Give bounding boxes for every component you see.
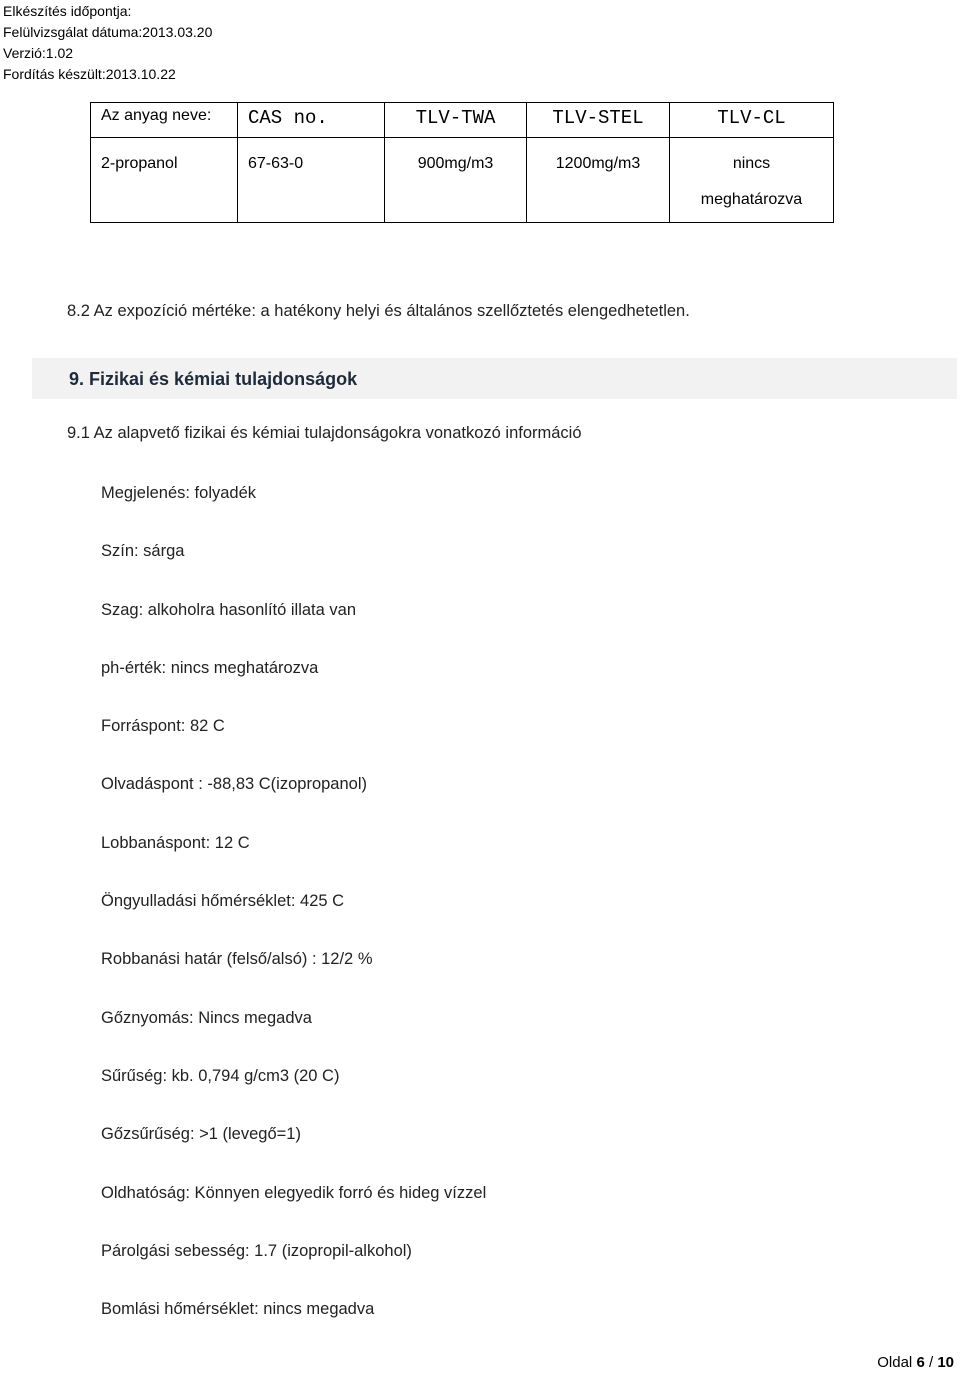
list-item: Párolgási sebesség: 1.7 (izopropil-alkohol): [101, 1241, 412, 1260]
properties-list: [101, 482, 486, 1356]
list-item: Olvadáspont : -88,83 C(izopropanol): [101, 775, 367, 794]
section-9-title: 9. Fizikai és kémiai tulajdonságok: [69, 369, 358, 389]
current-page: 6: [916, 1354, 925, 1371]
total-pages: 10: [937, 1354, 954, 1371]
header-tlv-cl: TLV-CL: [670, 103, 834, 138]
list-item: Gőznyomás: Nincs megadva: [101, 1008, 312, 1027]
header-tlv-twa: TLV-TWA: [385, 103, 527, 138]
cell-substance-name: 2-propanol: [91, 138, 238, 223]
table-header-row: [91, 103, 834, 138]
section-9-1-title: 9.1 Az alapvető fizikai és kémiai tulajdonságokra vonatkozó információ: [67, 424, 582, 442]
exposure-limits-table: [90, 102, 834, 223]
header-tlv-stel: TLV-STEL: [527, 103, 670, 138]
list-item: Gőzsűrűség: >1 (levegő=1): [101, 1125, 301, 1144]
list-item: Megjelenés: folyadék: [101, 484, 257, 502]
list-item: Oldhatóság: Könnyen elegyedik forró és hideg vízzel: [101, 1183, 487, 1202]
header-cas-no: CAS no.: [238, 103, 385, 138]
section-8-2-text: 8.2 Az expozíció mértéke: a hatékony helyi és általános szellőztetés elengedhetetlen.: [67, 302, 690, 320]
list-item: Sűrűség: kb. 0,794 g/cm3 (20 C): [101, 1066, 340, 1085]
cell-tlv-cl: [670, 138, 834, 223]
page-separator: /: [928, 1354, 934, 1371]
document-header: [3, 1, 212, 85]
header-substance-name: Az anyag neve:: [91, 103, 238, 138]
header-line-version: Verzió:1.02: [3, 45, 74, 61]
header-line-translation-date: Fordítás készült:2013.10.22: [3, 66, 176, 82]
cell-tlv-stel: 1200mg/m3: [527, 138, 670, 223]
page-label: Oldal: [877, 1354, 913, 1371]
list-item: Öngyulladási hőmérséklet: 425 C: [101, 892, 345, 911]
header-line-created: Elkészítés időpontja:: [3, 3, 132, 19]
list-item: Lobbanáspont: 12 C: [101, 833, 250, 852]
list-item: Szín: sárga: [101, 542, 185, 561]
cell-tlv-twa: 900mg/m3: [385, 138, 527, 223]
table-row: [91, 138, 834, 223]
header-line-review-date: Felülvizsgálat dátuma:2013.03.20: [3, 24, 213, 40]
page-number: [877, 1354, 954, 1371]
list-item: Robbanási határ (felső/alsó) : 12/2 %: [101, 950, 373, 969]
list-item: Forráspont: 82 C: [101, 717, 225, 736]
section-9-heading-bar: [32, 358, 957, 399]
list-item: Bomlási hőmérséklet: nincs megadva: [101, 1300, 375, 1319]
cell-tlv-cl-line2: meghatározva: [700, 191, 803, 208]
cell-tlv-cl-line1: nincs: [732, 155, 771, 172]
list-item: ph-érték: nincs meghatározva: [101, 658, 319, 677]
cell-cas-no: 67-63-0: [238, 138, 385, 223]
list-item: Szag: alkoholra hasonlító illata van: [101, 600, 356, 619]
